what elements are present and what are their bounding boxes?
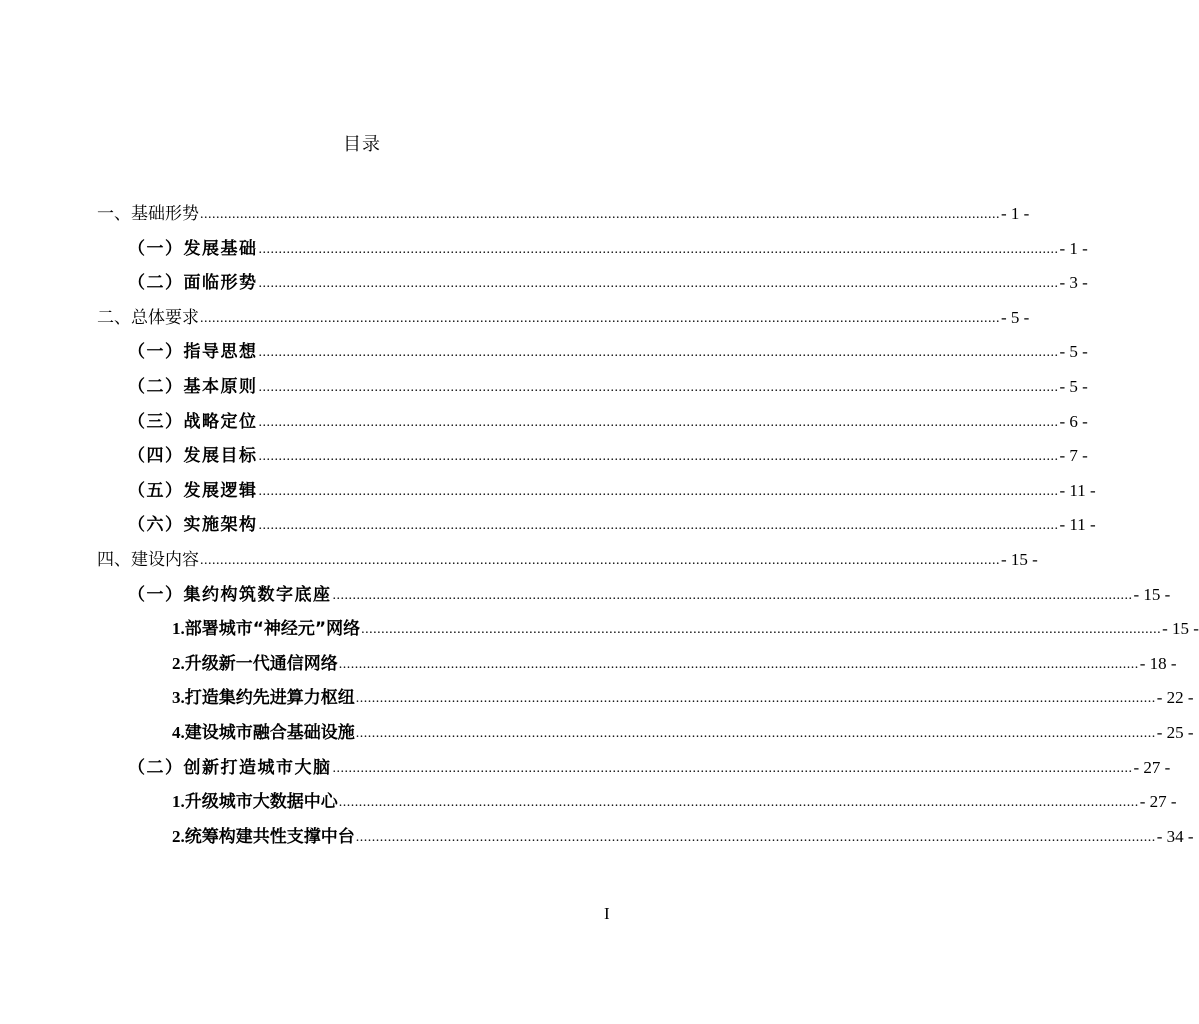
toc-entry-page-number: - 1 - [1001, 204, 1030, 223]
toc-entry-page-number: - 15 - [1162, 619, 1199, 638]
toc-entry-label [97, 303, 199, 333]
toc-dot-leader: ........................................................................................................................................................................................................ [200, 553, 1000, 568]
toc-entry-label [128, 407, 258, 437]
toc-entry-text: （二）创新打造城市大脑 [128, 758, 332, 778]
toc-entry-text: （五）发展逻辑 [128, 481, 258, 501]
toc-entry[interactable] [97, 199, 1030, 229]
toc-entry-page-number: - 22 - [1156, 688, 1194, 707]
toc-entry-text: （二）面临形势 [128, 273, 258, 293]
toc-entry-label [172, 822, 355, 852]
toc-entry-text: （一）发展基础 [128, 239, 258, 259]
toc-entry-page-number: - 11 - [1059, 481, 1096, 500]
toc-entry-page-number: - 11 - [1059, 515, 1096, 534]
toc-entry-label [97, 199, 199, 229]
toc-entry-page-number: - 18 - [1139, 654, 1177, 673]
toc-entry-page-number: - 5 - [1059, 342, 1088, 361]
toc-entry-label [172, 683, 355, 713]
toc-entry-text: （三）战略定位 [128, 412, 258, 432]
toc-dot-leader: ........................................................................................................................................................................................................ [258, 276, 1059, 291]
toc-dot-leader: ........................................................................................................................................................................................................ [332, 588, 1133, 603]
toc-entry-label [172, 787, 338, 817]
toc-entry-number: 4. [172, 723, 185, 742]
toc-entry-text: （二）基本原则 [128, 377, 258, 397]
toc-entry-text: 建设城市融合基础设施 [184, 723, 355, 743]
toc-entry-page-number: - 15 - [1001, 550, 1038, 569]
toc-entry-number: 1. [172, 792, 185, 811]
toc-entry-page-number: - 34 - [1156, 827, 1194, 846]
toc-dot-leader: ........................................................................................................................................................................................................ [258, 484, 1059, 499]
toc-entry-label [128, 372, 258, 402]
toc-entry-page-number: - 7 - [1059, 446, 1088, 465]
toc-entry[interactable] [172, 649, 1177, 679]
toc-dot-leader: ........................................................................................................................................................................................................ [332, 761, 1133, 776]
toc-entry-label [128, 476, 258, 506]
toc-dot-leader: ........................................................................................................................................................................................................ [200, 207, 1000, 222]
toc-entry-label [128, 234, 258, 264]
toc-entry-number: 2. [172, 654, 185, 673]
toc-dot-leader: ........................................................................................................................................................................................................ [361, 622, 1162, 637]
toc-dot-leader: ........................................................................................................................................................................................................ [338, 795, 1139, 810]
toc-entry-page-number: - 27 - [1133, 758, 1171, 777]
toc-entry[interactable] [172, 787, 1177, 817]
toc-dot-leader: ........................................................................................................................................................................................................ [355, 726, 1156, 741]
toc-dot-leader: ........................................................................................................................................................................................................ [258, 449, 1059, 464]
toc-entry[interactable] [128, 441, 1088, 471]
toc-entry-page-number: - 15 - [1133, 585, 1171, 604]
toc-entry[interactable] [128, 510, 1096, 540]
toc-dot-leader: ........................................................................................................................................................................................................ [258, 518, 1059, 533]
toc-entry-page-number: - 3 - [1059, 273, 1088, 292]
footer-page-number: I [604, 904, 610, 923]
toc-dot-leader: ........................................................................................................................................................................................................ [258, 242, 1059, 257]
toc-entry-number: 3. [172, 688, 185, 707]
toc-entry-label [172, 649, 338, 679]
toc-dot-leader: ........................................................................................................................................................................................................ [258, 345, 1059, 360]
toc-dot-leader: ........................................................................................................................................................................................................ [200, 311, 1000, 326]
toc-entry-page-number: - 25 - [1156, 723, 1194, 742]
toc-entry[interactable] [128, 407, 1088, 437]
toc-entry-label [97, 545, 199, 575]
toc-entry-label [128, 268, 258, 298]
toc-entry-label [128, 753, 332, 783]
toc-entry[interactable] [97, 545, 1038, 575]
toc-entry-label [128, 510, 258, 540]
toc-entry[interactable] [172, 683, 1194, 713]
toc-dot-leader: ........................................................................................................................................................................................................ [258, 380, 1059, 395]
toc-dot-leader: ........................................................................................................................................................................................................ [355, 830, 1156, 845]
toc-entry-number: 2. [172, 827, 185, 846]
toc-entry[interactable] [172, 614, 1199, 644]
toc-entry-text: （六）实施架构 [128, 515, 258, 535]
toc-entry[interactable] [128, 337, 1088, 367]
toc-entry[interactable] [172, 718, 1194, 748]
toc-entry-text: 升级新一代通信网络 [184, 654, 338, 674]
toc-entry-text: 二、总体要求 [97, 308, 199, 328]
toc-dot-leader: ........................................................................................................................................................................................................ [338, 657, 1139, 672]
toc-dot-leader: ........................................................................................................................................................................................................ [258, 415, 1059, 430]
toc-entry-text: 打造集约先进算力枢纽 [184, 688, 355, 708]
toc-entry-label [128, 441, 258, 471]
toc-entry[interactable] [128, 476, 1096, 506]
toc-entry-page-number: - 1 - [1059, 239, 1088, 258]
toc-entry-text: 升级城市大数据中心 [184, 792, 338, 812]
toc-entry-label [172, 614, 360, 644]
toc-entry-label [128, 580, 332, 610]
toc-entry-label [172, 718, 355, 748]
page-title: 目录 [343, 134, 381, 155]
toc-entry-text: 四、建设内容 [97, 550, 199, 570]
toc-entry[interactable] [172, 822, 1194, 852]
toc-entry-label [128, 337, 258, 367]
toc-entry-number: 1. [172, 619, 185, 638]
toc-entry[interactable] [128, 580, 1171, 610]
toc-entry-page-number: - 27 - [1139, 792, 1177, 811]
toc-entry-text: （四）发展目标 [128, 446, 258, 466]
toc-entry-text: 统筹构建共性支撑中台 [184, 827, 355, 847]
toc-entry-page-number: - 6 - [1059, 412, 1088, 431]
toc-entry-page-number: - 5 - [1059, 377, 1088, 396]
toc-entry-page-number: - 5 - [1001, 308, 1030, 327]
toc-dot-leader: ........................................................................................................................................................................................................ [355, 691, 1156, 706]
toc-entry[interactable] [128, 268, 1088, 298]
toc-entry[interactable] [128, 753, 1171, 783]
toc-entry[interactable] [128, 372, 1088, 402]
toc-entry-text: （一）指导思想 [128, 342, 258, 362]
toc-entry-text: 一、基础形势 [97, 204, 199, 224]
toc-entry[interactable] [128, 234, 1088, 264]
toc-entry-text: 部署城市“神经元”网络 [184, 619, 361, 639]
toc-entry-text: （一）集约构筑数字底座 [128, 585, 332, 605]
toc-entry[interactable] [97, 303, 1030, 333]
